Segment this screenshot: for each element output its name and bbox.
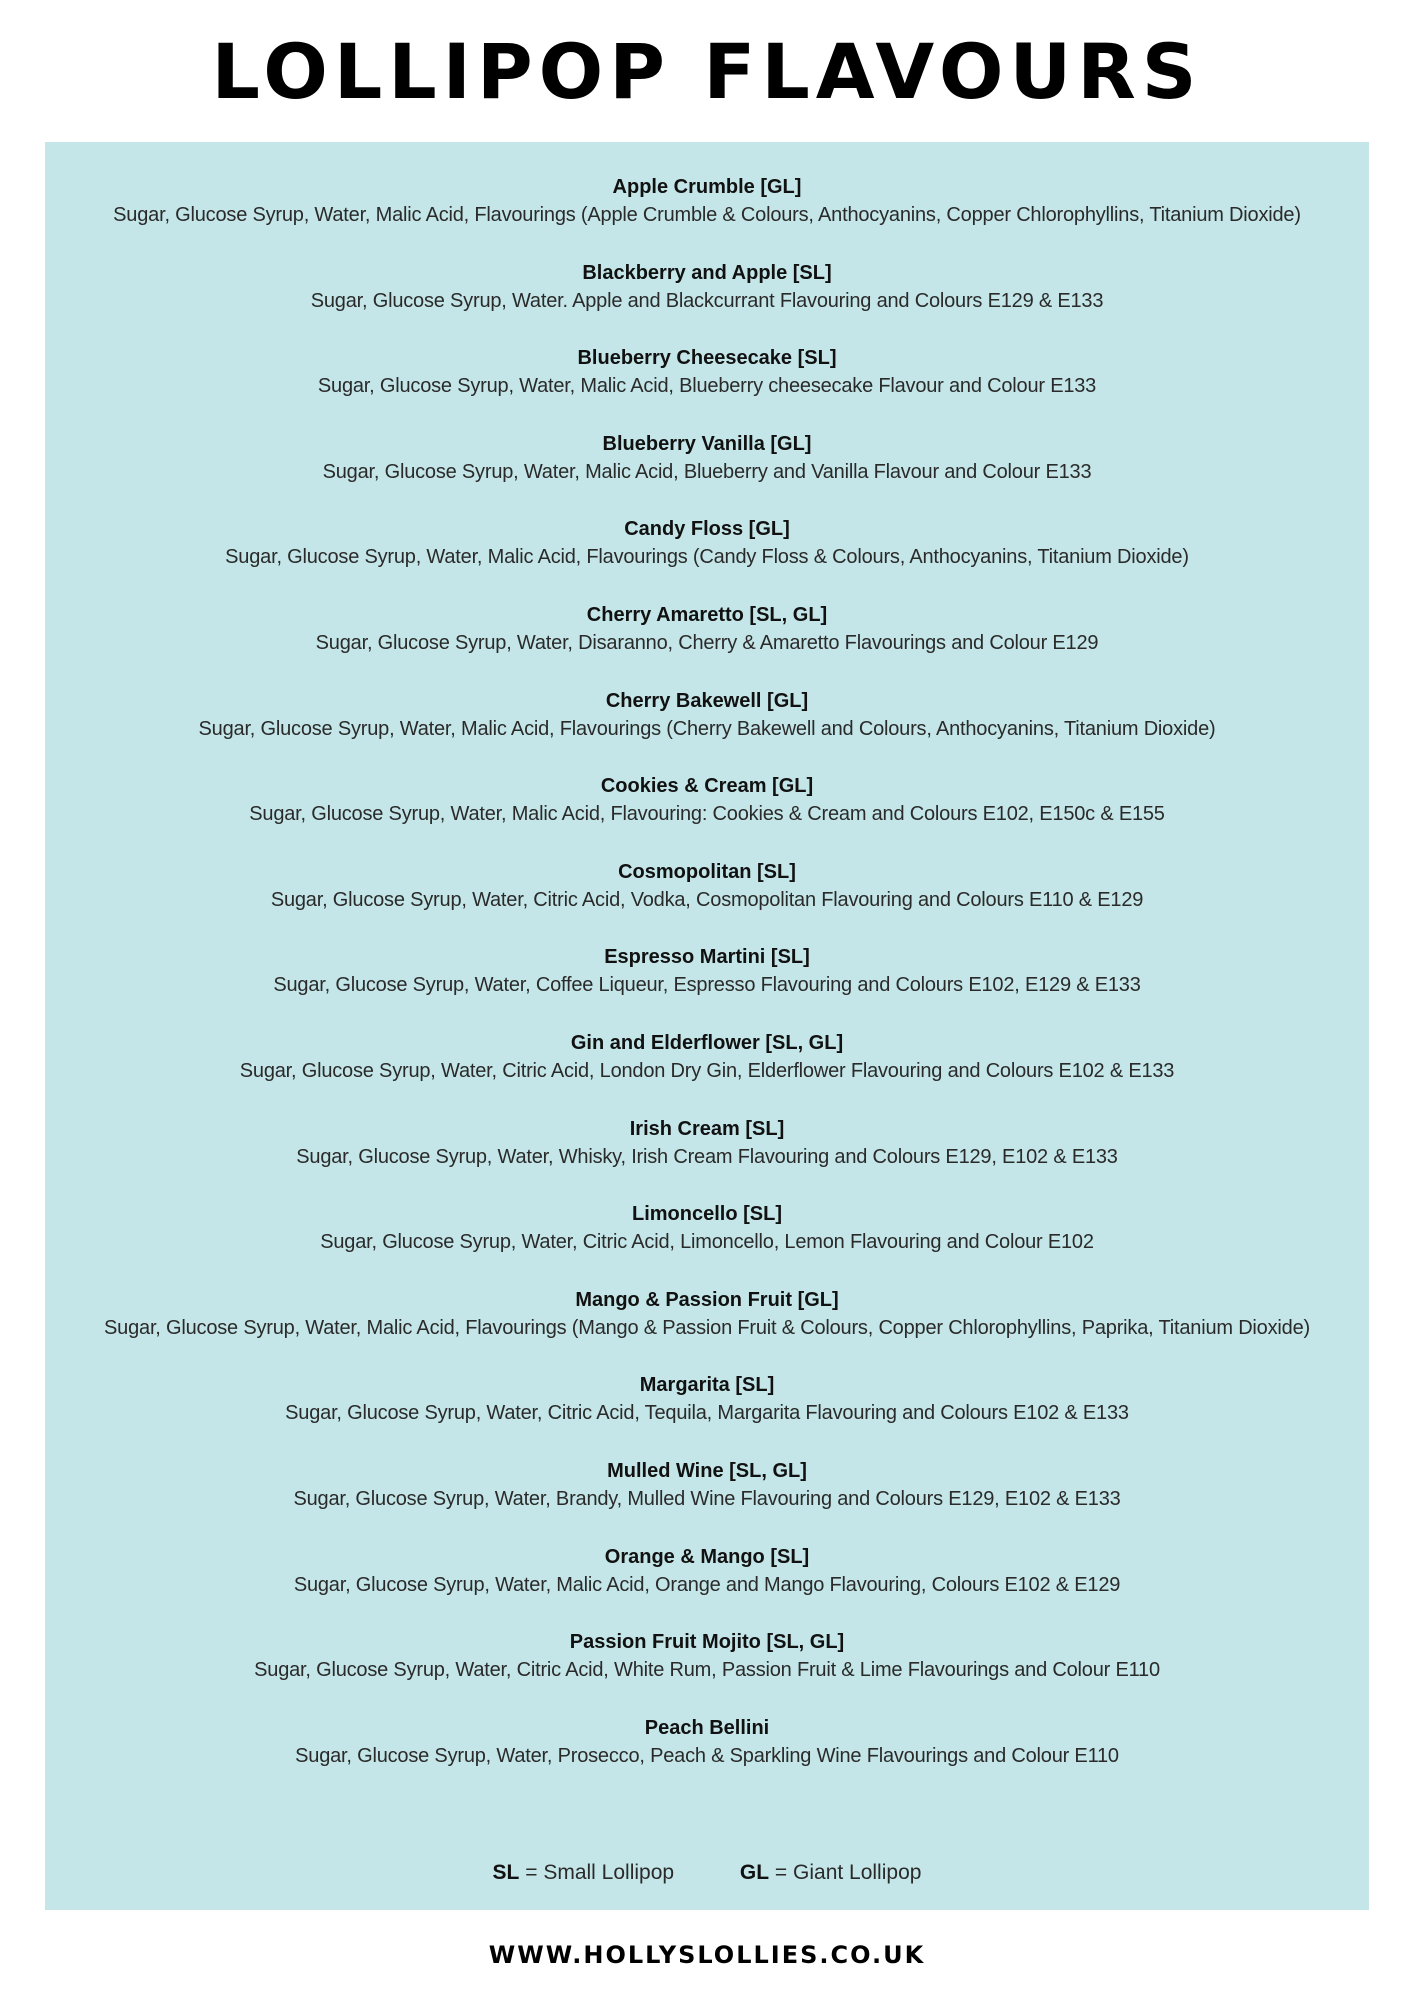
flavour-name: Cookies & Cream [GL] xyxy=(600,775,814,798)
flavour-ingredients: Sugar, Glucose Syrup, Water, Malic Acid, Blueberry cheesecake Flavour and Colour E133 xyxy=(317,375,1097,398)
flavour-name: Cherry Amaretto [SL, GL] xyxy=(586,603,828,626)
page-title: LOLLIPOP FLAVOURS xyxy=(211,27,1203,116)
flavour-ingredients: Sugar, Glucose Syrup, Water, Citric Acid, Tequila, Margarita Flavouring and Colours E102 & E133 xyxy=(285,1402,1129,1425)
flavour-item xyxy=(45,943,1369,1029)
flavour-item xyxy=(45,1029,1369,1115)
flavour-name: Candy Floss [GL] xyxy=(624,518,790,541)
flavour-ingredients: Sugar, Glucose Syrup, Water, Malic Acid, Orange and Mango Flavouring, Colours E102 & E129 xyxy=(293,1573,1121,1596)
flavour-ingredients: Sugar, Glucose Syrup, Water, Malic Acid, Flavourings (Apple Crumble & Colours, Anthocyanins, Copper Chlorophyllins, Titanium Dioxide) xyxy=(113,204,1301,226)
flavour-name: Limoncello [SL] xyxy=(632,1203,782,1226)
flavour-name: Cosmopolitan [SL] xyxy=(618,860,796,883)
flavour-name: Cherry Bakewell [GL] xyxy=(605,689,809,712)
giant-lollipop-key xyxy=(740,1858,922,1888)
flavour-name: Passion Fruit Mojito [SL, GL] xyxy=(569,1631,845,1654)
flavour-item xyxy=(45,1457,1369,1543)
flavour-ingredients: Sugar, Glucose Syrup, Water, Malic Acid, Flavourings (Cherry Bakewell and Colours, Anthocyanins, Titanium Dioxide) xyxy=(198,717,1216,740)
flavour-name: Gin and Elderflower [SL, GL] xyxy=(570,1031,844,1054)
flavour-ingredients: Sugar, Glucose Syrup, Water, Citric Acid, Vodka, Cosmopolitan Flavouring and Colours E110 & E129 xyxy=(270,888,1144,911)
giant-lollipop-label: = Giant Lollipop xyxy=(769,1861,922,1884)
flavour-ingredients: Sugar, Glucose Syrup, Water, Citric Acid, Limoncello, Lemon Flavouring and Colour E102 xyxy=(320,1231,1094,1254)
flavour-ingredients: Sugar, Glucose Syrup, Water, Prosecco, Peach & Sparkling Wine Flavourings and Colour E110 xyxy=(295,1744,1119,1767)
flavour-name: Irish Cream [SL] xyxy=(629,1117,785,1140)
flavour-name: Peach Bellini xyxy=(644,1716,770,1739)
flavour-ingredients: Sugar, Glucose Syrup, Water, Whisky, Irish Cream Flavouring and Colours E129, E102 & E133 xyxy=(296,1145,1118,1168)
flavour-ingredients: Sugar, Glucose Syrup, Water, Malic Acid, Flavourings (Candy Floss & Colours, Anthocyanins, Titanium Dioxide) xyxy=(225,546,1189,569)
flavour-ingredients: Sugar, Glucose Syrup, Water, Coffee Liqueur, Espresso Flavouring and Colours E102, E129 & E133 xyxy=(273,974,1141,997)
flavour-item xyxy=(45,858,1369,944)
flavour-name: Mulled Wine [SL, GL] xyxy=(607,1459,807,1482)
flavour-item xyxy=(45,1286,1369,1372)
flavour-ingredients: Sugar, Glucose Syrup, Water, Malic Acid, Flavourings (Mango & Passion Fruit & Colours, Copper Chlorophyllins, Paprika, Titanium Dioxide) xyxy=(104,1316,1310,1339)
flavour-item xyxy=(45,344,1369,430)
flavour-ingredients: Sugar, Glucose Syrup, Water. Apple and Blackcurrant Flavouring and Colours E129 & E133 xyxy=(310,289,1104,312)
flavour-item xyxy=(45,259,1369,345)
flavour-ingredients: Sugar, Glucose Syrup, Water, Citric Acid, London Dry Gin, Elderflower Flavouring and Colours E102 & E133 xyxy=(239,1059,1175,1082)
flavour-list xyxy=(45,173,1369,1799)
flavour-name: Orange & Mango [SL] xyxy=(604,1545,810,1568)
size-key xyxy=(45,1858,1369,1888)
flavour-ingredients: Sugar, Glucose Syrup, Water, Citric Acid, White Rum, Passion Fruit & Lime Flavourings and Colour E110 xyxy=(254,1659,1160,1682)
flavour-name: Apple Crumble [GL] xyxy=(612,176,802,198)
flavour-item xyxy=(45,1371,1369,1457)
flavour-ingredients: Sugar, Glucose Syrup, Water, Disaranno, Cherry & Amaretto Flavourings and Colour E129 xyxy=(315,631,1099,654)
flavour-ingredients: Sugar, Glucose Syrup, Water, Malic Acid, Blueberry and Vanilla Flavour and Colour E133 xyxy=(322,460,1092,483)
small-lollipop-abbr: SL xyxy=(492,1861,520,1884)
flavour-item xyxy=(45,1714,1369,1800)
flavour-item xyxy=(45,515,1369,601)
giant-lollipop-abbr: GL xyxy=(739,1861,770,1884)
flavour-item xyxy=(45,1115,1369,1201)
flavour-item xyxy=(45,601,1369,687)
flavour-name: Margarita [SL] xyxy=(639,1374,775,1397)
flavour-name: Mango & Passion Fruit [GL] xyxy=(575,1288,839,1311)
flavour-item xyxy=(45,1200,1369,1286)
small-lollipop-key xyxy=(493,1858,675,1888)
website-link[interactable]: WWW.HOLLYSLOLLIES.CO.UK xyxy=(488,1941,926,1969)
flavour-name: Blueberry Cheesecake [SL] xyxy=(577,347,837,370)
flavours-panel xyxy=(45,142,1369,1910)
small-lollipop-label: = Small Lollipop xyxy=(519,1861,675,1884)
flavour-name: Blueberry Vanilla [GL] xyxy=(602,432,812,455)
flavour-ingredients: Sugar, Glucose Syrup, Water, Brandy, Mulled Wine Flavouring and Colours E129, E102 & E133 xyxy=(293,1487,1121,1510)
flavour-item xyxy=(45,1628,1369,1714)
flavour-item xyxy=(45,772,1369,858)
flavour-item xyxy=(45,687,1369,773)
flavour-item xyxy=(45,430,1369,516)
flavour-ingredients: Sugar, Glucose Syrup, Water, Malic Acid, Flavouring: Cookies & Cream and Colours E102, E150c & E155 xyxy=(249,803,1165,826)
flavour-item xyxy=(45,173,1369,259)
flavour-name: Espresso Martini [SL] xyxy=(604,946,810,969)
flavour-name: Blackberry and Apple [SL] xyxy=(582,261,832,284)
flavour-item xyxy=(45,1543,1369,1629)
